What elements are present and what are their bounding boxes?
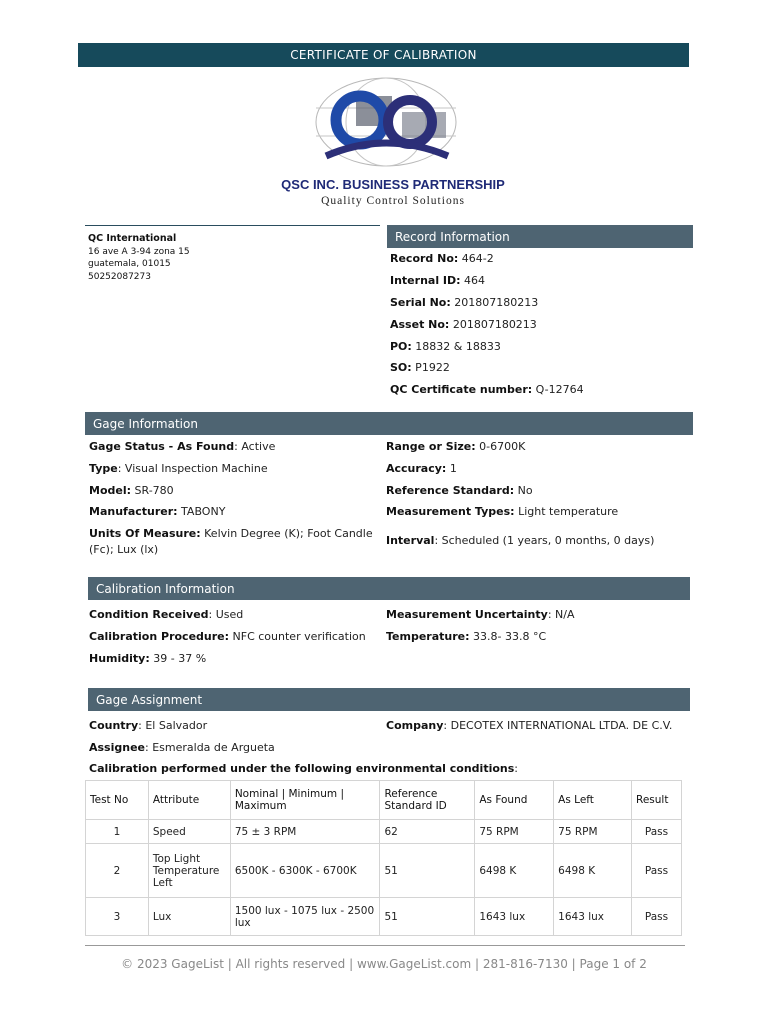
range-or-size: Range or Size: 0-6700K: [386, 440, 526, 453]
nominal-min-max: 1500 lux - 1075 lux - 2500 lux: [230, 898, 380, 936]
svg-text:QSC INC. BUSINESS PARTNERSHIP: QSC INC. BUSINESS PARTNERSHIP: [281, 177, 505, 192]
globe-logo-icon: [281, 72, 505, 212]
table-row: [86, 820, 682, 844]
so-number: SO: P1922: [390, 361, 450, 374]
serial-no: Serial No: 201807180213: [390, 296, 539, 309]
assignee: Assignee: Esmeralda de Argueta: [89, 741, 275, 754]
column-header: Nominal | Minimum | Maximum: [230, 781, 380, 820]
model: Model: SR-780: [89, 484, 174, 497]
column-header: As Found: [475, 781, 554, 820]
gage-status: Gage Status - As Found: Active: [89, 440, 276, 453]
svg-text:Quality Control Solutions: Quality Control Solutions: [321, 195, 465, 207]
reference-standard-id: 51: [380, 898, 475, 936]
calibration-results-table: [85, 780, 682, 936]
po-number: PO: 18832 & 18833: [390, 340, 501, 353]
qc-certificate-number: QC Certificate number: Q-12764: [390, 383, 584, 396]
footer-divider: [85, 945, 685, 946]
test-no: 3: [86, 898, 149, 936]
company-address: [88, 233, 190, 283]
column-header: Result: [632, 781, 682, 820]
test-no: 2: [86, 844, 149, 898]
country: Country: El Salvador: [89, 719, 208, 732]
manufacturer: Manufacturer: TABONY: [89, 505, 226, 518]
table-row: [86, 898, 682, 936]
table-row: [86, 844, 682, 898]
nominal-min-max: 75 ± 3 RPM: [230, 820, 380, 844]
units-of-measure: Units Of Measure: Kelvin Degree (K); Foot Candle (Fc); Lux (lx): [89, 527, 373, 556]
certificate-title: CERTIFICATE OF CALIBRATION: [78, 43, 689, 67]
company-name: QC International: [88, 233, 177, 244]
as-found: 1643 lux: [475, 898, 554, 936]
as-left: 75 RPM: [554, 820, 632, 844]
column-header: Test No: [86, 781, 149, 820]
column-header: As Left: [554, 781, 632, 820]
reference-standard: Reference Standard: No: [386, 484, 533, 497]
test-no: 1: [86, 820, 149, 844]
address-line: 16 ave A 3-94 zona 15: [88, 246, 190, 257]
environmental-conditions-label: Calibration performed under the following environmental conditions:: [89, 762, 519, 775]
gage-type: Type: Visual Inspection Machine: [89, 462, 268, 475]
reference-standard-id: 51: [380, 844, 475, 898]
as-left: 1643 lux: [554, 898, 632, 936]
result: Pass: [632, 844, 682, 898]
measurement-uncertainty: Measurement Uncertainty: N/A: [386, 608, 575, 621]
reference-standard-id: 62: [380, 820, 475, 844]
record-no: Record No: 464-2: [390, 252, 494, 265]
address-line: guatemala, 01015: [88, 259, 171, 269]
asset-no: Asset No: 201807180213: [390, 318, 537, 331]
column-header: Reference Standard ID: [380, 781, 475, 820]
record-information-header: Record Information: [387, 225, 693, 248]
result: Pass: [632, 898, 682, 936]
as-found: 75 RPM: [475, 820, 554, 844]
attribute: Speed: [148, 820, 230, 844]
column-header: Attribute: [148, 781, 230, 820]
gage-assignment-header: Gage Assignment: [88, 688, 690, 711]
attribute: Lux: [148, 898, 230, 936]
result: Pass: [632, 820, 682, 844]
humidity: Humidity: 39 - 37 %: [89, 652, 207, 665]
as-found: 6498 K: [475, 844, 554, 898]
nominal-min-max: 6500K - 6300K - 6700K: [230, 844, 380, 898]
company-logo: [281, 72, 505, 212]
accuracy: Accuracy: 1: [386, 462, 457, 475]
phone-number: 50252087273: [88, 271, 151, 282]
measurement-types: Measurement Types: Light temperature: [386, 505, 619, 518]
attribute: Top Light Temperature Left: [148, 844, 230, 898]
page-footer: © 2023 GageList | All rights reserved | www.GageList.com | 281-816-7130 | Page 1 of 2: [121, 957, 647, 971]
condition-received: Condition Received: Used: [89, 608, 244, 621]
calibration-procedure: Calibration Procedure: NFC counter verification: [89, 630, 366, 643]
company: Company: DECOTEX INTERNATIONAL LTDA. DE C.V.: [386, 719, 673, 732]
calibration-information-header: Calibration Information: [88, 577, 690, 600]
as-left: 6498 K: [554, 844, 632, 898]
temperature: Temperature: 33.8- 33.8 °C: [386, 630, 547, 643]
table-header-row: [86, 781, 682, 820]
interval: Interval: Scheduled (1 years, 0 months, 0 days): [386, 534, 655, 547]
internal-id: Internal ID: 464: [390, 274, 486, 287]
gage-information-header: Gage Information: [85, 412, 693, 435]
address-divider: [85, 225, 380, 226]
